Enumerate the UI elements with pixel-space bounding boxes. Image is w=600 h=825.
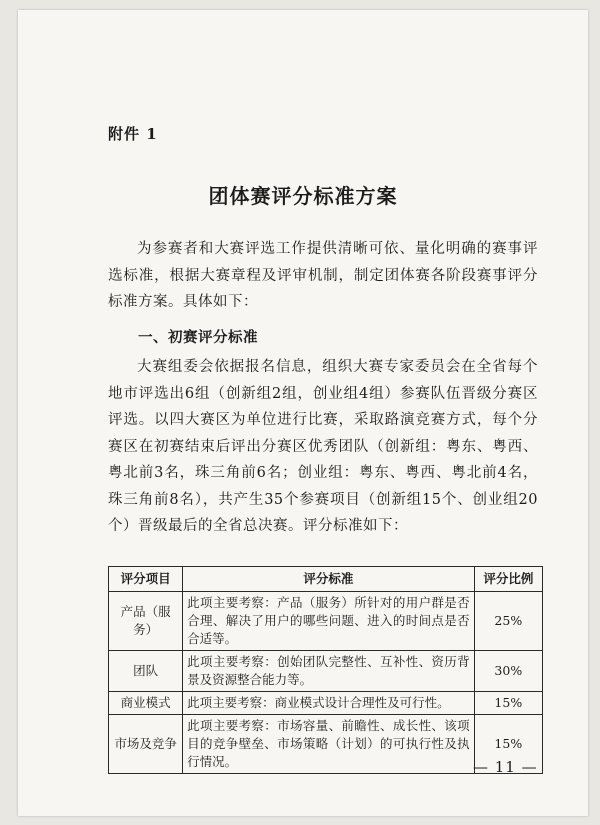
page-number: — 11 — bbox=[473, 758, 538, 776]
header-item: 评分项目 bbox=[109, 567, 183, 592]
table-row bbox=[109, 692, 543, 715]
scoring-table bbox=[108, 566, 543, 774]
row-item: 团队 bbox=[109, 651, 183, 692]
annex-label: 附件 1 bbox=[108, 125, 158, 143]
header-ratio: 评分比例 bbox=[474, 567, 542, 592]
row-ratio: 30% bbox=[474, 651, 542, 692]
table-row bbox=[109, 592, 543, 651]
row-ratio: 15% bbox=[474, 692, 542, 715]
header-criteria: 评分标准 bbox=[183, 567, 475, 592]
row-item: 产品（服务） bbox=[109, 592, 183, 651]
document-page bbox=[18, 10, 588, 816]
row-criteria: 此项主要考察：市场容量、前瞻性、成长性、该项目的竞争壁垒、市场策略（计划）的可执行性及执行情况。 bbox=[183, 715, 475, 774]
row-criteria: 此项主要考察：商业模式设计合理性及可行性。 bbox=[183, 692, 475, 715]
row-item: 商业模式 bbox=[109, 692, 183, 715]
page-title: 团体赛评分标准方案 bbox=[208, 184, 398, 208]
row-criteria: 此项主要考察：创始团队完整性、互补性、资历背景及资源整合能力等。 bbox=[183, 651, 475, 692]
row-ratio: 15% bbox=[474, 715, 542, 774]
row-item: 市场及竞争 bbox=[109, 715, 183, 774]
intro-paragraph: 为参赛者和大赛评选工作提供清晰可依、量化明确的赛事评选标准，根据大赛章程及评审机制，制定团体赛各阶段赛事评分标准方案。具体如下： bbox=[108, 241, 538, 310]
section-paragraph: 大赛组委会依据报名信息，组织大赛专家委员会在全省每个地市评选出6组（创新组2组，创业组4组）参赛队伍晋级分赛区评选。以四大赛区为单位进行比赛，采取路演竞赛方式，每个分赛区在初赛结束后评出分赛区优秀团队（创新组：粤东、粤西、粤北前3名，珠三角前6名；创业组：粤东、粤西、粤北前4名，珠三角前8名），共产生35个参赛项目（创新组15个、创业组20个）晋级最后的全省总决赛。评分标准如下： bbox=[108, 359, 538, 534]
section-heading: 一、初赛评分标准 bbox=[138, 329, 258, 346]
table-row bbox=[109, 651, 543, 692]
row-criteria: 此项主要考察：产品（服务）所针对的用户群是否合理、解决了用户的哪些问题、进入的时间点是否合适等。 bbox=[183, 592, 475, 651]
table-header-row bbox=[109, 567, 543, 592]
row-ratio: 25% bbox=[474, 592, 542, 651]
